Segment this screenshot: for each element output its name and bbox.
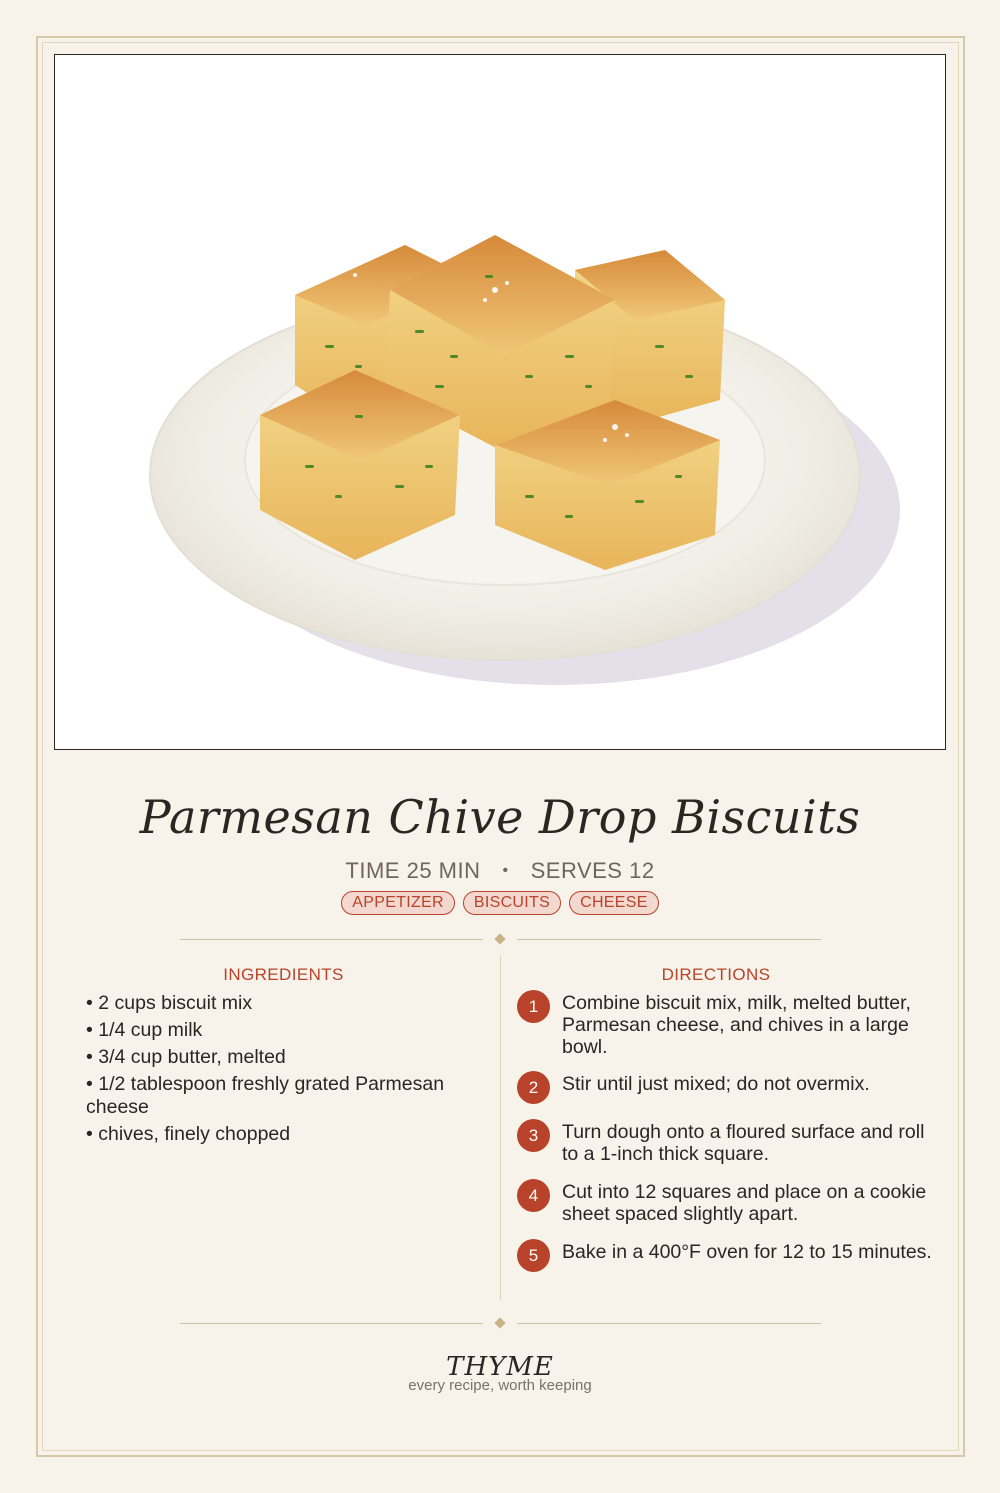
step-text: Stir until just mixed; do not overmix. [562, 1073, 870, 1095]
step-number: 4 [517, 1179, 550, 1212]
step-number: 2 [517, 1071, 550, 1104]
divider-top-right [517, 939, 821, 940]
list-item: • 1/2 tablespoon freshly grated Parmesan cheese [86, 1073, 445, 1118]
tag-cheese[interactable]: CHEESE [569, 891, 659, 915]
step-number: 1 [517, 990, 550, 1023]
ingredients-heading: INGREDIENTS [223, 965, 344, 984]
brand-tagline: every recipe, worth keeping [408, 1377, 592, 1394]
serves-label: SERVES 12 [530, 858, 655, 883]
meta-separator: • [502, 862, 509, 879]
recipe-title: Parmesan Chive Drop Biscuits [139, 790, 861, 844]
step-text: Cut into 12 squares and place on a cookie sheet spaced slightly apart. [562, 1181, 927, 1225]
step-text: Combine biscuit mix, milk, melted butter, Parmesan cheese, and chives in a large bowl. [562, 992, 911, 1058]
directions-heading: DIRECTIONS [661, 965, 771, 984]
step-number: 5 [517, 1239, 550, 1272]
list-item: • 2 cups biscuit mix [86, 992, 253, 1014]
tag-appetizer[interactable]: APPETIZER [341, 891, 455, 915]
column-divider [500, 955, 501, 1300]
step-text: Turn dough onto a floured surface and roll to a 1-inch thick square. [562, 1121, 925, 1165]
brand-logo: THYME [446, 1352, 554, 1382]
tag-list [0, 891, 1000, 915]
divider-bottom-right [517, 1323, 821, 1324]
recipe-meta [0, 858, 1000, 884]
time-label: TIME 25 MIN [345, 858, 481, 883]
tag-biscuits[interactable]: BISCUITS [463, 891, 561, 915]
ingredients-list [86, 992, 491, 1150]
recipe-photo [54, 54, 946, 750]
list-item: • 1/4 cup milk [86, 1019, 203, 1041]
divider-bottom-left [180, 1323, 483, 1324]
list-item: • chives, finely chopped [86, 1123, 291, 1145]
step-number: 3 [517, 1119, 550, 1152]
step-text: Bake in a 400°F oven for 12 to 15 minutes. [562, 1241, 932, 1263]
divider-top-left [180, 939, 483, 940]
list-item: • 3/4 cup butter, melted [86, 1046, 286, 1068]
biscuits-illustration [55, 55, 946, 750]
